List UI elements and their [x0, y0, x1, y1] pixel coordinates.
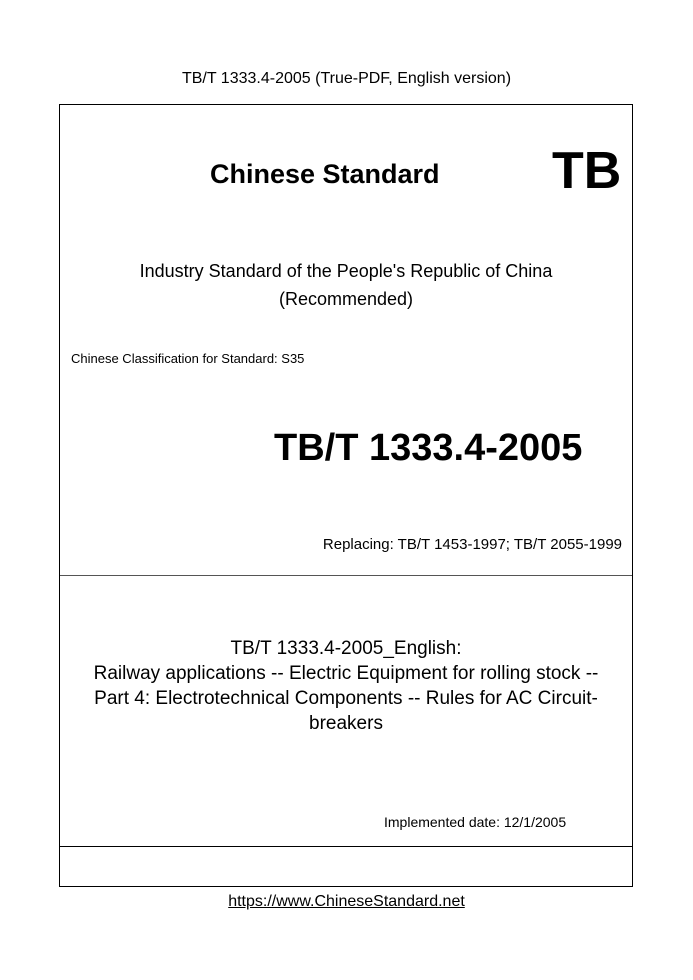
industry-line-2: (Recommended)	[278, 289, 414, 309]
page-header: TB/T 1333.4-2005 (True-PDF, English version)	[181, 70, 512, 87]
footer	[0, 893, 693, 911]
title-line: TB/T 1333.4-2005_English:	[230, 638, 462, 659]
standard-title-block	[60, 636, 632, 736]
website-link[interactable]: https://www.ChineseStandard.net	[228, 893, 465, 910]
standard-category-mark: TB	[552, 142, 622, 200]
footer-divider	[60, 846, 632, 847]
section-divider	[60, 575, 632, 576]
cover-title: Chinese Standard	[210, 159, 440, 189]
title-line: breakers	[309, 713, 383, 734]
replacing-text: Replacing: TB/T 1453-1997; TB/T 2055-1999	[322, 536, 622, 553]
industry-line-1: Industry Standard of the People's Republic of China	[139, 261, 553, 281]
classification-text: Chinese Classification for Standard: S35	[71, 351, 305, 366]
title-line: Part 4: Electrotechnical Components -- Rules for AC Circuit-	[94, 688, 598, 709]
implemented-date: Implemented date: 12/1/2005	[384, 814, 567, 830]
title-line: Railway applications -- Electric Equipment for rolling stock --	[93, 663, 599, 684]
cover-frame	[59, 104, 633, 887]
industry-statement	[60, 257, 632, 313]
standard-number: TB/T 1333.4-2005	[274, 427, 583, 469]
